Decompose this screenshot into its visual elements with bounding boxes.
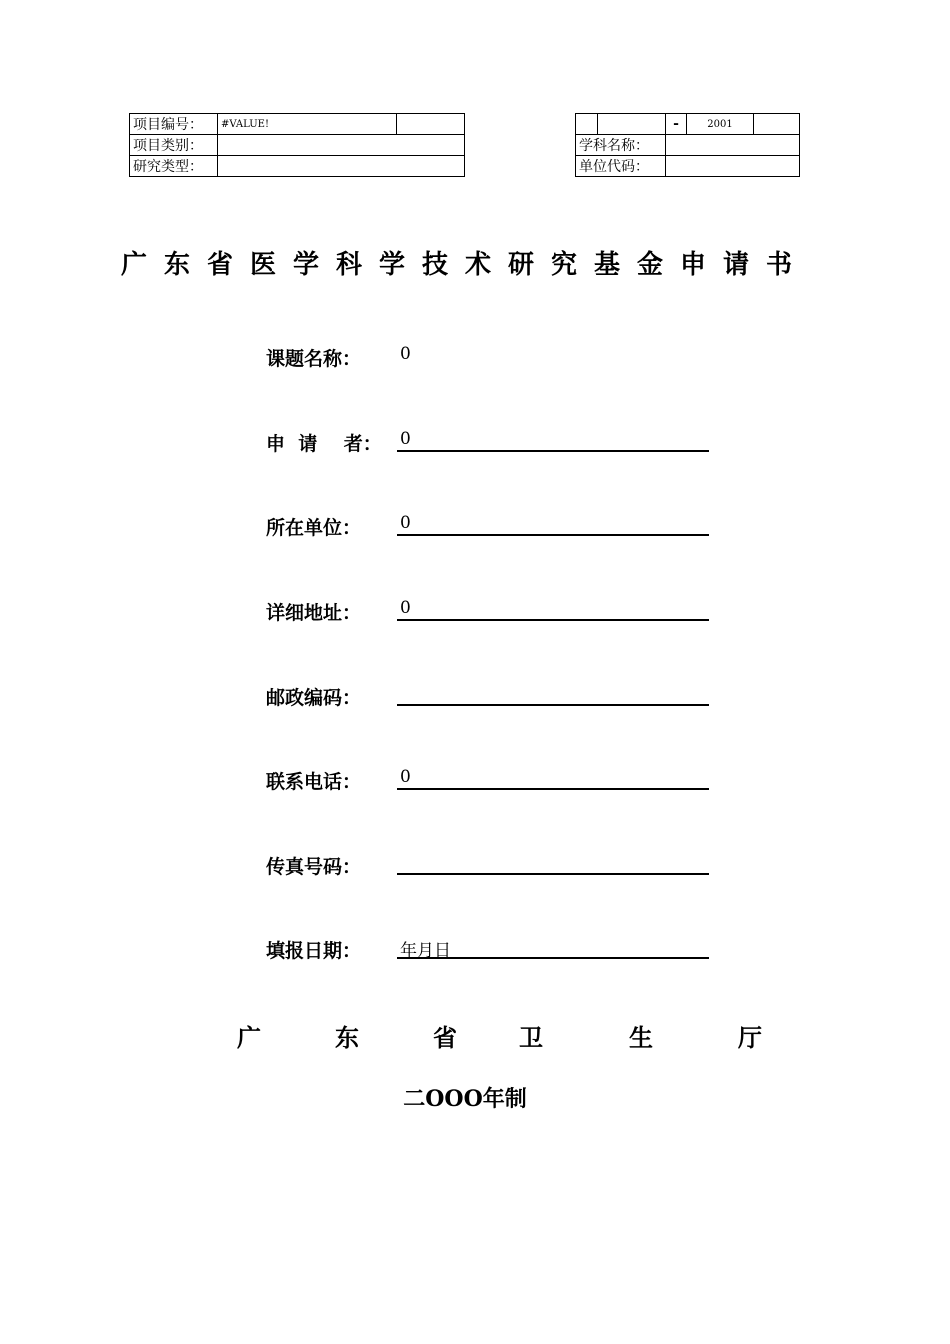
org-char: 卫 xyxy=(519,1023,543,1052)
research-type-value[interactable] xyxy=(218,156,465,177)
project-info-table xyxy=(129,113,465,177)
organization-underline xyxy=(397,534,709,536)
fax-label: 传真号码： xyxy=(266,856,362,878)
discipline-name-label: 学科名称： xyxy=(576,135,666,156)
project-category-label: 项目类别： xyxy=(130,135,218,156)
phone-value[interactable]: 0 xyxy=(400,767,411,787)
table-row xyxy=(576,156,800,177)
org-char: 生 xyxy=(629,1023,653,1052)
postcode-label: 邮政编码： xyxy=(266,687,362,709)
address-value[interactable]: 0 xyxy=(400,598,411,618)
phone-label: 联系电话： xyxy=(266,771,362,793)
applicant-value[interactable]: 0 xyxy=(400,429,411,449)
topic-label: 课题名称： xyxy=(266,348,362,370)
phone-underline xyxy=(397,788,709,790)
table-row xyxy=(576,114,800,135)
org-char: 广 xyxy=(237,1023,261,1052)
organization-value[interactable]: 0 xyxy=(400,513,411,533)
organization-label: 所在单位： xyxy=(266,517,362,539)
table-row xyxy=(130,156,465,177)
page-title: 广东省医学科学技术研究基金申请书 xyxy=(120,250,809,280)
code-dash: - xyxy=(666,114,687,135)
table-row xyxy=(576,135,800,156)
topic-value[interactable]: 0 xyxy=(400,344,411,364)
unit-code-value[interactable] xyxy=(666,156,800,177)
code-cell-2[interactable] xyxy=(598,114,666,135)
issue-year: 二OOO年制 xyxy=(403,1086,527,1112)
discipline-info-table xyxy=(575,113,800,177)
date-label: 填报日期： xyxy=(266,940,362,962)
applicant-underline xyxy=(397,450,709,452)
org-char: 东 xyxy=(335,1023,359,1052)
code-cell-5[interactable] xyxy=(754,114,800,135)
code-cell-1[interactable] xyxy=(576,114,598,135)
address-underline xyxy=(397,619,709,621)
org-char: 厅 xyxy=(738,1023,762,1052)
table-row xyxy=(130,135,465,156)
unit-code-label: 单位代码： xyxy=(576,156,666,177)
discipline-name-value[interactable] xyxy=(666,135,800,156)
org-char: 省 xyxy=(433,1023,457,1052)
project-number-extra[interactable] xyxy=(397,114,465,135)
code-year[interactable]: 2001 xyxy=(687,114,754,135)
address-label: 详细地址： xyxy=(266,602,362,624)
project-number-value[interactable]: #VALUE! xyxy=(218,114,397,135)
research-type-label: 研究类型： xyxy=(130,156,218,177)
date-underline xyxy=(397,957,709,959)
applicant-label: 申 请 者： xyxy=(266,433,382,455)
date-value[interactable]: 年月日 xyxy=(400,941,451,961)
postcode-underline xyxy=(397,704,709,706)
fax-underline xyxy=(397,873,709,875)
project-number-label: 项目编号： xyxy=(130,114,218,135)
table-row xyxy=(130,114,465,135)
project-category-value[interactable] xyxy=(218,135,465,156)
